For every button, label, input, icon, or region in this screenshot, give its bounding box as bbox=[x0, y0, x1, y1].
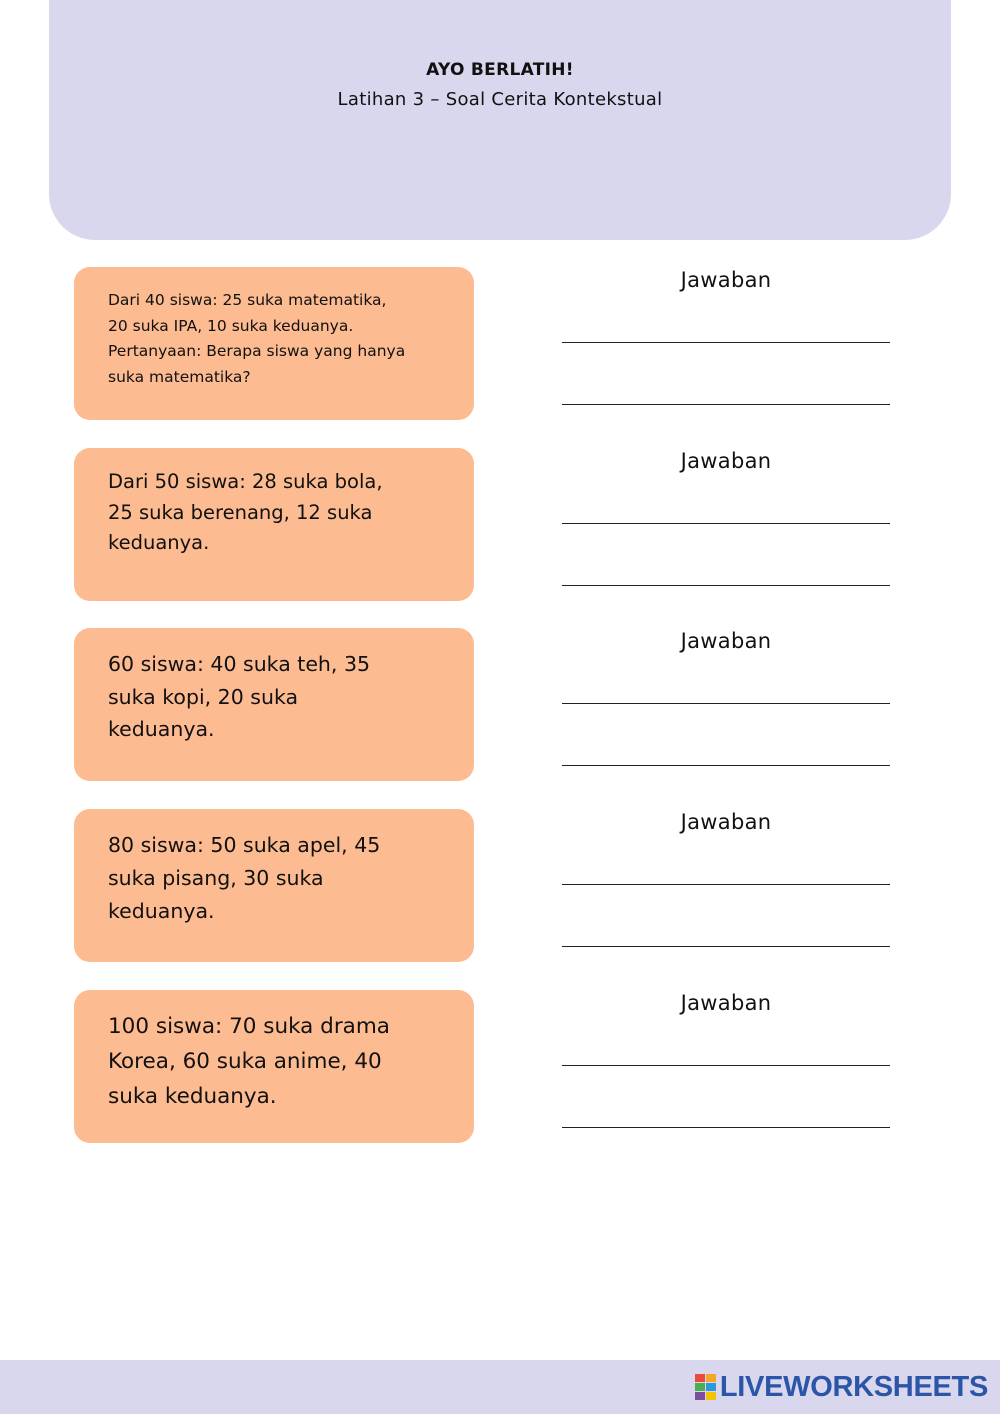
answer-block-4 bbox=[562, 809, 890, 959]
answer-block-2 bbox=[562, 448, 890, 598]
answer-line-5a[interactable] bbox=[562, 1065, 890, 1066]
answer-line-1a[interactable] bbox=[562, 342, 890, 343]
header-panel bbox=[49, 0, 951, 240]
liveworksheets-logo-icon bbox=[695, 1374, 716, 1400]
page-subtitle: Latihan 3 – Soal Cerita Kontekstual bbox=[337, 89, 663, 110]
question-text-5: 100 siswa: 70 suka drama Korea, 60 suka anime, 40 suka keduanya. bbox=[108, 1014, 390, 1109]
question-text-4: 80 siswa: 50 suka apel, 45 suka pisang, 30 suka keduanya. bbox=[108, 833, 381, 923]
answer-line-1b[interactable] bbox=[562, 404, 890, 405]
answer-block-1 bbox=[562, 267, 890, 417]
answer-line-3b[interactable] bbox=[562, 765, 890, 766]
answer-line-2a[interactable] bbox=[562, 523, 890, 524]
question-card-1 bbox=[74, 267, 474, 420]
answer-block-3 bbox=[562, 628, 890, 778]
logo-cell-2 bbox=[706, 1374, 716, 1382]
answer-label-2: Jawaban bbox=[680, 449, 772, 473]
answer-block-5 bbox=[562, 990, 890, 1140]
answer-line-2b[interactable] bbox=[562, 585, 890, 586]
footer-bar bbox=[0, 1360, 1000, 1414]
question-card-2 bbox=[74, 448, 474, 601]
page-title: AYO BERLATIH! bbox=[426, 60, 574, 80]
question-text-3: 60 siswa: 40 suka teh, 35 suka kopi, 20 suka keduanya. bbox=[108, 652, 371, 741]
answer-label-3: Jawaban bbox=[680, 629, 772, 653]
logo-cell-5 bbox=[695, 1392, 705, 1400]
question-card-3 bbox=[74, 628, 474, 781]
logo-cell-6 bbox=[706, 1392, 716, 1400]
liveworksheets-brand[interactable] bbox=[695, 1373, 988, 1401]
question-card-4 bbox=[74, 809, 474, 962]
answer-line-3a[interactable] bbox=[562, 703, 890, 704]
question-text-2: Dari 50 siswa: 28 suka bola, 25 suka berenang, 12 suka keduanya. bbox=[108, 470, 383, 554]
question-text-1: Dari 40 siswa: 25 suka matematika, 20 suka IPA, 10 suka keduanya. Pertanyaan: Berapa siswa yang hanya suka matematika? bbox=[108, 291, 406, 386]
brand-text: LIVEWORKSHEETS bbox=[719, 1371, 988, 1403]
question-card-5 bbox=[74, 990, 474, 1143]
logo-cell-4 bbox=[706, 1383, 716, 1391]
answer-label-5: Jawaban bbox=[680, 991, 772, 1015]
answer-label-1: Jawaban bbox=[680, 268, 772, 292]
answer-line-4a[interactable] bbox=[562, 884, 890, 885]
answer-label-4: Jawaban bbox=[680, 810, 772, 834]
answer-line-5b[interactable] bbox=[562, 1127, 890, 1128]
logo-cell-1 bbox=[695, 1374, 705, 1382]
logo-cell-3 bbox=[695, 1383, 705, 1391]
answer-line-4b[interactable] bbox=[562, 946, 890, 947]
